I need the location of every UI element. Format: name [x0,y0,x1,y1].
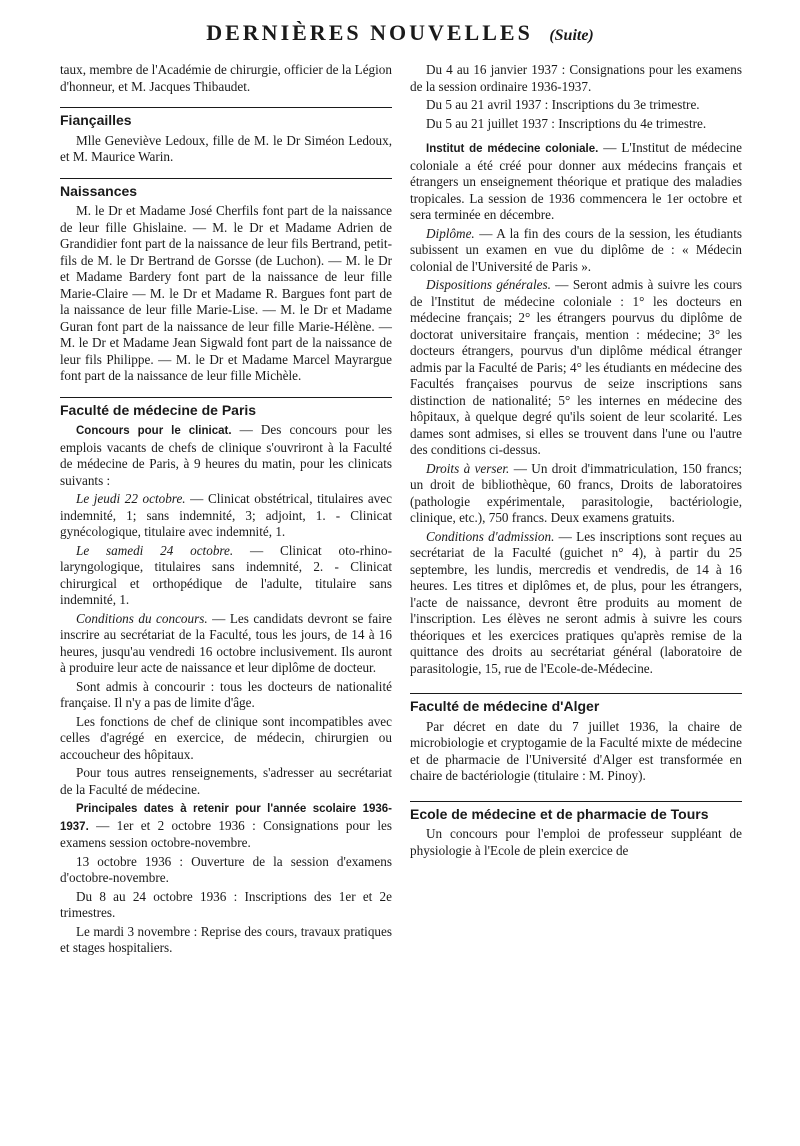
right-column [410,62,742,861]
conditions-paragraph [60,611,392,677]
date-8-paragraph: Du 8 au 24 octobre 1936 : Inscriptions des 1er et 2e trimestres. [60,888,392,920]
droits-paragraph [410,461,742,527]
coloniale-paragraph [410,140,742,224]
header-title: DERNIÈRES NOUVELLES [206,20,533,45]
fonctions-paragraph: Les fonctions de chef de clinique sont incompatibles avec celles d'agrégé en exercice, de médecin, chirurgien ou accoucheur des hôpitaux. [60,713,392,762]
droits-label: Droits à verser. [426,460,510,476]
renseignements-paragraph: Pour tous autres renseignements, s'adresser au secrétariat de la Faculté de médecine. [60,765,392,797]
fiancailles-heading: Fiançailles [60,107,392,129]
samedi-label: Le samedi 24 octobre. [76,542,234,558]
dispositions-text: — Seront admis à suivre les cours de l'Institut de médecine coloniale : 1° les docteurs en médecine français; 2° les étrangers pourvus du diplôme de doctorat universitaire français, mention : médecine; 3° les docteurs étrangers, pourvus d'un diplôme médical étranger admis par la Faculté de Paris; 4° les étudiants en médecine des Facultés françaises pourvus de seize inscriptions sans distinction de nationalité; 5° les internes en médecine des hôpitaux, à quelque degré qu'ils soient de leur scolarité. Les dames sont admises, si elles se trouvent dans l'une ou l'autre des conditions ci-dessus. [410,277,742,457]
diplome-paragraph [410,226,742,276]
tours-paragraph: Un concours pour l'emploi de professeur suppléant de physiologie à l'Ecole de plein exercice de [410,826,742,858]
header-suite: (Suite) [549,27,594,44]
samedi-paragraph [60,543,392,609]
concours-label: Concours pour le clinicat. [76,425,232,437]
date-janvier-paragraph: Du 4 au 16 janvier 1937 : Consignations pour les examens de la session ordinaire 1936-1937. [410,62,742,94]
date-juillet-paragraph: Du 5 au 21 juillet 1937 : Inscriptions du 4e trimestre. [426,115,707,131]
dates-label: Principales dates à retenir pour l'année scolaire 1936-1937. [60,803,392,833]
concours-paragraph [60,422,392,489]
jeudi-label: Le jeudi 22 octobre. [76,491,186,506]
date-13-paragraph: 13 octobre 1936 : Ouverture de la session d'examens d'octobre-novembre. [60,853,392,885]
concours-text: — Des concours pour les emplois vacants de chefs de clinique s'ouvriront à la Faculté de médecine de Paris, à 9 heures du matin, pour les clinicats suivants : [60,422,393,488]
coloniale-label: Institut de médecine coloniale. [426,143,599,155]
diplome-label: Diplôme. [426,225,475,241]
alger-heading: Faculté de médecine d'Alger [410,693,742,715]
dates-text: — 1er et 2 octobre 1936 : Consignations pour les examens session octobre-novembre. [60,817,392,850]
jeudi-paragraph [60,491,392,541]
tours-heading: Ecole de médecine et de pharmacie de Tours [410,801,742,823]
left-column [60,62,392,959]
paris-heading: Faculté de médecine de Paris [60,397,392,419]
admission-text: — Les inscriptions sont reçues au secrétariat de la Faculté (guichet n° 4), à partir du 25 septembre, les lundis, mercredis et vendredis, de 14 à 16 heures. Les titres et diplômes et, de plus, pour les étrangers, l'acte de naissance, devront être produits au moment de l'inscription. Les élèves ne seront admis à suivre les cours théoriques et les exercices pratiques qu'après remise de la quittance des droits au secrétariat général (laboratoire de parasitologie, 15, rue de l'Ecole-de-Médecine. [410,528,742,676]
admis-paragraph: Sont admis à concourir : tous les docteurs de nationalité française. Il n'y a pas de limite d'âge. [60,678,392,710]
intro-paragraph: taux, membre de l'Académie de chirurgie, officier de la Légion d'honneur, et M. Jacques Thibaudet. [60,62,392,94]
droits-text: — Un droit d'immatriculation, 150 francs; un droit de bibliothèque, 60 francs, Droits de laboratoires (pathologie expérimentale, parasitologie, bactériologie, clinique, etc.), 750 francs. Deux examens gratuits. [410,460,742,525]
coloniale-text: — L'Institut de médecine coloniale a été créé pour donner aux médecins français et étrangers un enseignement théorique et pratique des maladies tropicales. La session de 1936 commencera le 1er octobre et sera terminée en décembre. [410,140,742,222]
dispositions-label: Dispositions générales. [426,277,551,292]
naissances-heading: Naissances [60,178,392,200]
admission-paragraph [410,529,742,678]
dispositions-paragraph [410,277,742,459]
naissances-paragraph: M. le Dr et Madame José Cherfils font part de la naissance de leur fille Ghislaine. — M. le Dr et Madame Adrien de Grandidier font part de la naissance de leur fils Bertrand, petit-fils de M. le Dr Bertrand de Gorsse (de Luchon). — M. le Dr et Madame Bardery font part de la naissance de leur fille Marie-Claire — M. le Dr et Madame R. Bargues font part de la naissance de leur fille Marie-Lise. — M. le Dr et Madame Guran font part de la naissance de leur fille Marie-Hélène. — M. le Dr et Madame Jean Sigwald font part de la naissance de leur fils Philippe. — M. le Dr et Madame Marcel Mayrargue font part de la naissance de leur fille Michèle. [60,203,392,383]
fiancailles-paragraph: Mlle Geneviève Ledoux, fille de M. le Dr Siméon Ledoux, et M. Maurice Warin. [60,132,392,164]
conditions-label: Conditions du concours. [76,610,208,626]
conditions-text: — Les candidats devront se faire inscrire au secrétariat de la Faculté, tous les jours, de 14 à 16 heures, jusqu'au vendredi 16 octobre inclusivement. Ils auront à produire leur acte de naissance et leur diplôme de docteur. [60,610,393,675]
alger-paragraph: Par décret en date du 7 juillet 1936, la chaire de microbiologie et cryptogamie de la Faculté mixte de médecine et de pharmacie de l'Université d'Alger est transformée en chaire de bactériologie (titulaire : M. Pinoy). [410,718,742,783]
page-header [60,20,740,46]
samedi-text: — Clinicat oto-rhino-laryngologique, titulaires sans indemnité, 2. - Clinicat chirurgical et orthopédique de l'adulte, titulaire sans indemnité, 1. [60,542,392,607]
diplome-text: — A la fin des cours de la session, les étudiants subissent un examen en vue du diplôme de : « Médecin colonial de l'Université de Paris ». [410,225,742,274]
jeudi-text: — Clinicat obstétrical, titulaires avec indemnité, 1; sans indemnité, 3; adjoint, 1. - Clinicat gynécologique, titulaire avec indemnité, 1. [60,491,392,539]
dates-paragraph [60,800,392,852]
date-avril-paragraph: Du 5 au 21 avril 1937 : Inscriptions du 3e trimestre. [426,97,700,112]
date-3-paragraph: Le mardi 3 novembre : Reprise des cours, travaux pratiques et stages hospitaliers. [60,923,392,955]
admission-label: Conditions d'admission. [426,528,555,544]
